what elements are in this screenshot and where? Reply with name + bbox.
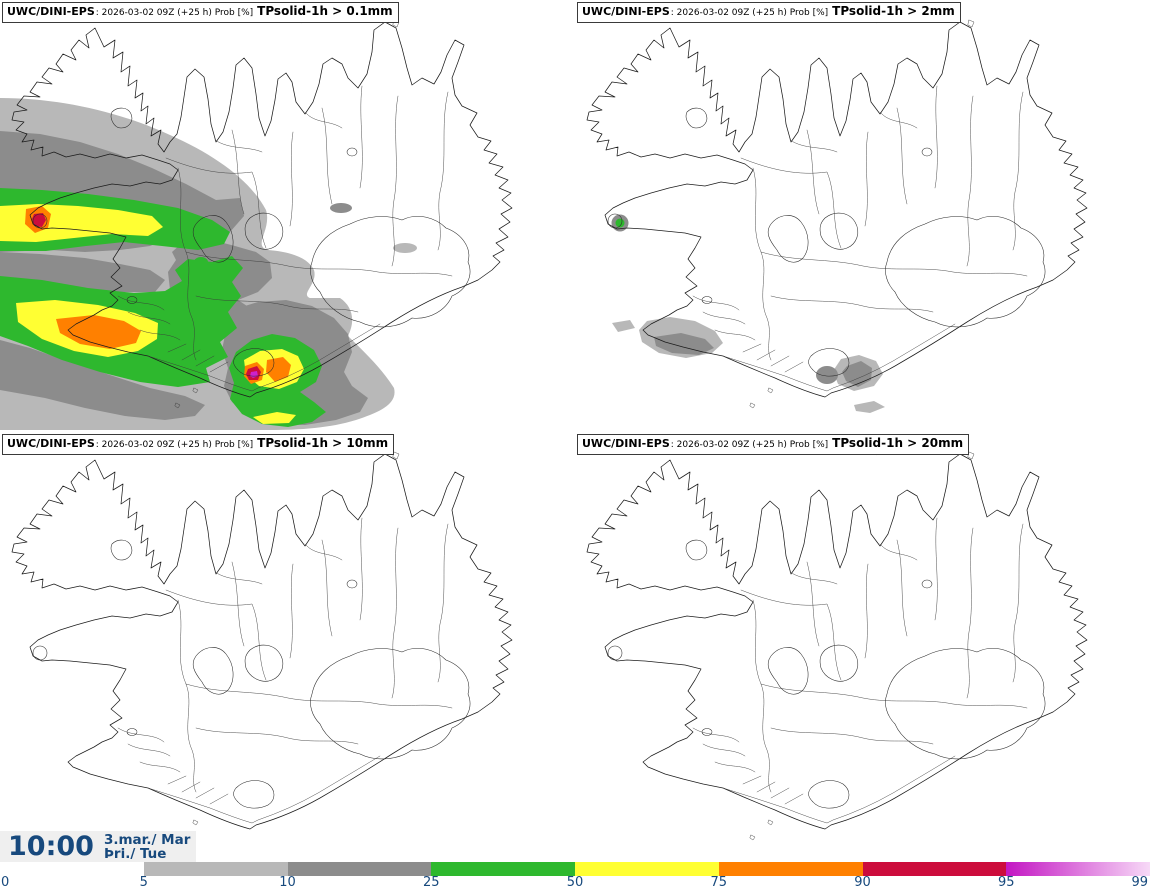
colorbar-tick-90: 90 [854,875,871,890]
run-and-leadtime: : 2026-03-02 09Z (+25 h) Prob [%] [670,8,829,18]
iceland-map [575,432,1150,865]
colorbar-tick-labels [0,875,1150,891]
map-panel-prob-gt-20mm [575,432,1150,865]
precip-probability-overlay [612,215,886,414]
panel-title [577,434,969,455]
run-and-leadtime: : 2026-03-02 09Z (+25 h) Prob [%] [95,8,254,18]
colorbar-tick-25: 25 [422,875,440,890]
valid-date-month: 3.mar./ Mar [103,831,191,848]
colorbar-segment-0-5 [0,862,144,876]
model-name: UWC/DINI-EPS [7,437,95,450]
iceland-map [0,432,575,865]
run-and-leadtime: : 2026-03-02 09Z (+25 h) Prob [%] [670,440,829,450]
model-name: UWC/DINI-EPS [582,5,670,18]
model-name: UWC/DINI-EPS [7,5,95,18]
iceland-basemap [587,447,1087,840]
valid-date-weekday: Þri./ Tue [103,845,167,862]
colorbar-segment-25-50 [431,862,575,876]
colorbar-segment-75-90 [719,862,863,876]
panel-title [577,2,961,23]
threshold-label: TPsolid-1h > 2mm [832,4,955,18]
map-panel-prob-gt-0.1mm [0,0,575,433]
colorbar-tick-0: 0 [1,875,10,890]
threshold-label: TPsolid-1h > 20mm [832,436,964,450]
colorbar-tick-75: 75 [710,875,728,890]
colorbar-segment-50-75 [575,862,719,876]
threshold-label: TPsolid-1h > 0.1mm [257,4,393,18]
colorbar-segment-95-99 [1006,862,1150,876]
colorbar-tick-5: 5 [139,875,148,890]
model-name: UWC/DINI-EPS [582,437,670,450]
colorbar-tick-99: 99 [1131,875,1148,890]
colorbar-segment-5-10 [144,862,288,876]
iceland-map [575,0,1150,433]
probability-colorbar [0,862,1150,876]
colorbar-tick-10: 10 [279,875,296,890]
colorbar-segment-90-95 [863,862,1007,876]
run-and-leadtime: : 2026-03-02 09Z (+25 h) Prob [%] [95,440,254,450]
precip-probability-overlay [0,98,417,430]
threshold-label: TPsolid-1h > 10mm [257,436,389,450]
colorbar-tick-95: 95 [997,875,1015,890]
map-panel-prob-gt-10mm [0,432,575,865]
panel-title [2,434,394,455]
valid-time: 10:00 [8,831,94,862]
panel-title [2,2,399,23]
iceland-map [0,0,575,433]
colorbar-segment-10-25 [288,862,432,876]
colorbar-tick-50: 50 [566,875,584,890]
valid-time-box [0,831,196,862]
map-panel-prob-gt-2mm [575,0,1150,433]
valid-date [104,833,190,861]
iceland-basemap [12,447,512,840]
